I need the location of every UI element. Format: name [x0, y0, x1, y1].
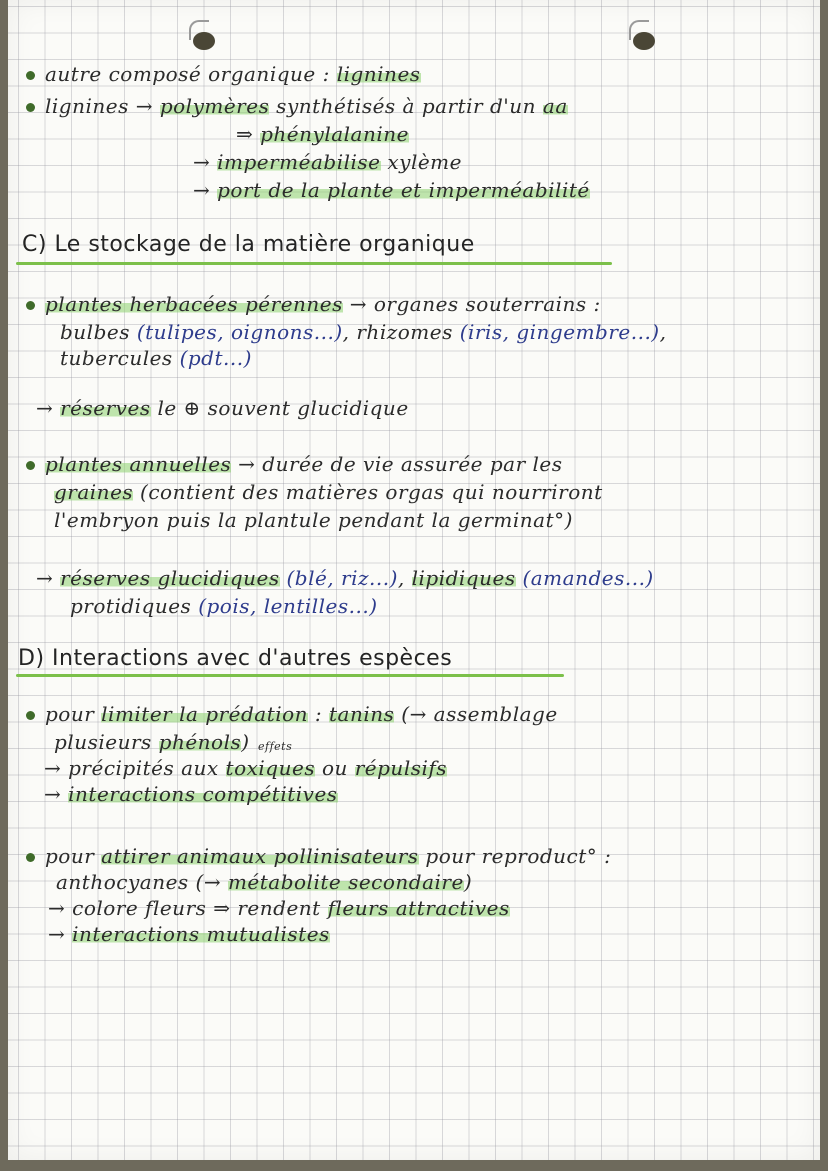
bullet-pollinators: pour attirer animaux pollinisateurs pour reproduct° :: [26, 844, 611, 868]
bullet-annual-plants: plantes annuelles → durée de vie assurée par les: [26, 452, 563, 476]
section-d-underline: [16, 674, 564, 677]
section-d-title: D) Interactions avec d'autres espèces: [18, 646, 453, 671]
bullet-dot: [26, 71, 35, 80]
section-c-title: C) Le stockage de la matière organique: [22, 232, 475, 257]
predation-competitive-line: → interactions compétitives: [44, 782, 338, 806]
pollinators-color-line: → colore fleurs ⇒ rendent fleurs attractives: [48, 896, 510, 920]
perennial-tubers-line: tubercules (pdt...): [60, 346, 252, 370]
predation-toxic-line: → précipités aux toxiques ou répulsifs: [44, 756, 448, 780]
bullet-dot: [26, 301, 35, 310]
predation-annotation-effets: effets: [258, 740, 293, 753]
bullet-dot: [26, 461, 35, 470]
bullet-predation: pour limiter la prédation : tanins (→ assemblage: [26, 702, 558, 726]
lignins-line-port: → port de la plante et imperméabilité: [193, 178, 590, 202]
reserves-protein-line: protidiques (pois, lentilles...): [70, 594, 378, 618]
bullet-dot: [26, 711, 35, 720]
pollinators-mutualism-line: → interactions mutualistes: [48, 922, 330, 946]
lignins-line-phenylalanine: ⇒ phénylalanine: [236, 122, 409, 146]
reserves-glucidic-line: → réserves le ⊕ souvent glucidique: [36, 396, 409, 420]
lignins-line-xylem: → imperméabilise xylème: [193, 150, 462, 174]
annual-seeds-line: graines (contient des matières orgas qui nourriront: [54, 480, 603, 504]
section-c-underline: [16, 262, 612, 265]
bullet-dot: [26, 103, 35, 112]
pollinators-anthocyanins-line: anthocyanes (→ métabolite secondaire): [56, 870, 473, 894]
annual-embryo-line: l'embryon puis la plantule pendant la germinat°): [54, 508, 573, 532]
bullet-lignins-intro: autre composé organique : lignines: [26, 62, 421, 86]
binder-hole-right: [633, 32, 655, 50]
bullet-lignins: lignines → polymères synthétisés à partir d'un aa: [26, 94, 568, 118]
predation-phenols-line: plusieurs phénols): [54, 730, 250, 754]
notebook-page: [8, 0, 820, 1160]
bullet-perennial-plants: plantes herbacées pérennes → organes souterrains :: [26, 292, 601, 316]
binder-hole-left: [193, 32, 215, 50]
bullet-dot: [26, 853, 35, 862]
perennial-examples-line: bulbes (tulipes, oignons...), rhizomes (iris, gingembre...),: [60, 320, 667, 344]
reserves-types-line: → réserves glucidiques (blé, riz...), lipidiques (amandes...): [36, 566, 654, 590]
